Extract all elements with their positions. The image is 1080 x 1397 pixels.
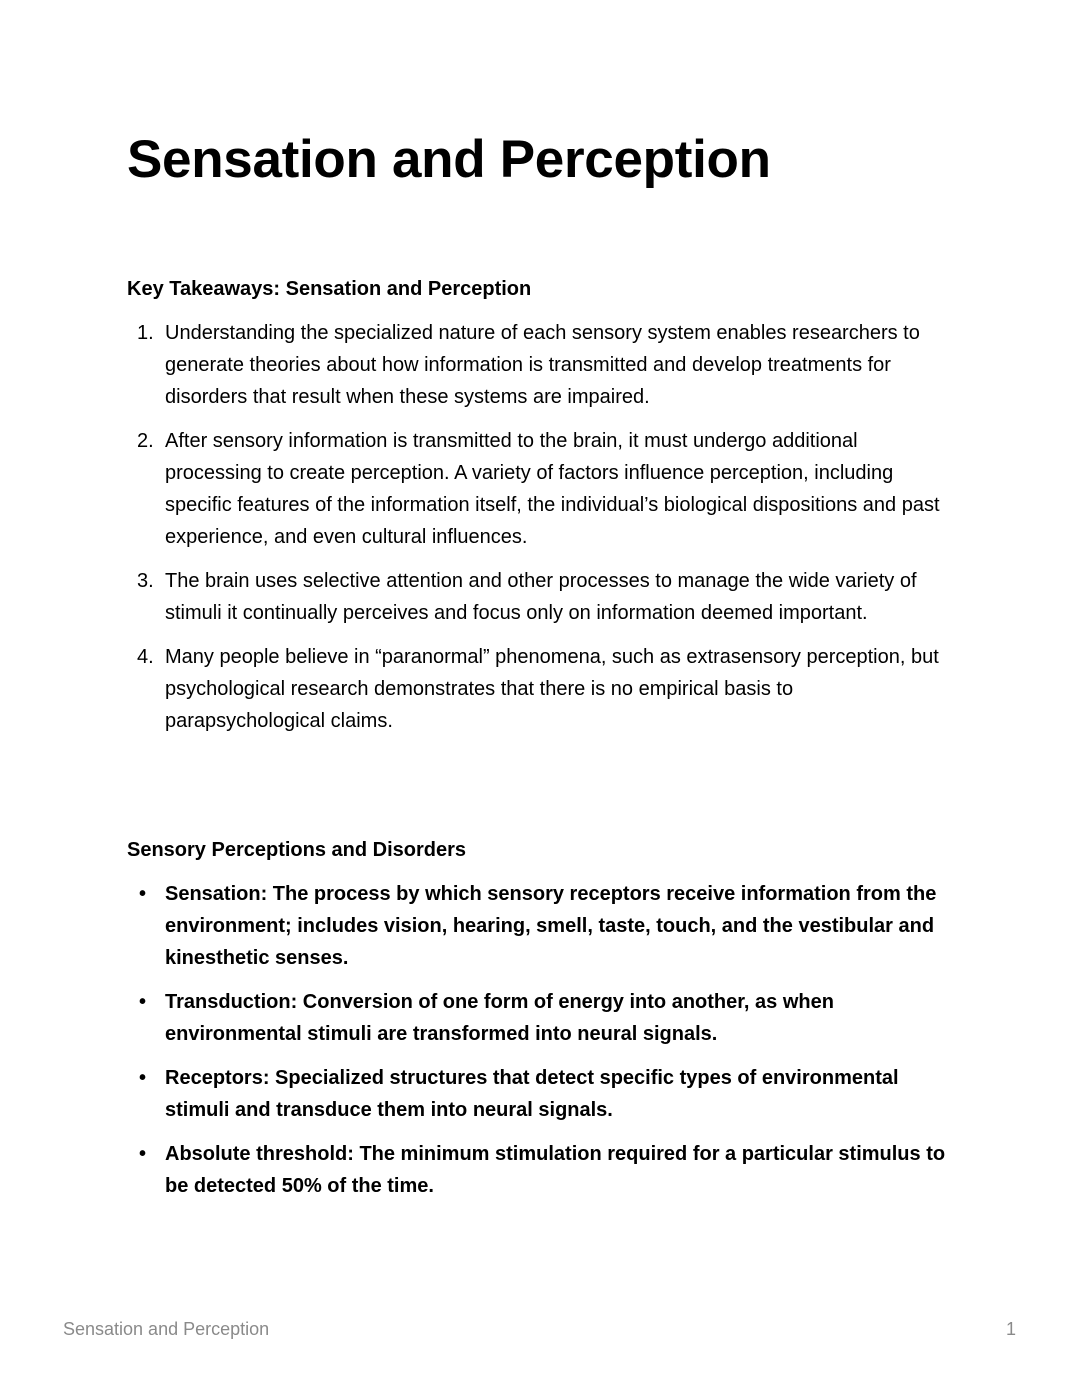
list-number: 3. (137, 570, 154, 592)
list-number: 2. (137, 430, 154, 452)
list-number: 4. (137, 646, 154, 668)
bullet-icon: • (139, 991, 147, 1013)
list-item (127, 1138, 957, 1202)
bullet-icon: • (139, 883, 147, 905)
list-item-text: Transduction: Conversion of one form of energy into another, as when environmental stimuli are transformed into neural signals. (165, 991, 834, 1045)
list-item-text: The brain uses selective attention and other processes to manage the wide variety of stimuli it continually perceives and focus only on information deemed important. (165, 570, 917, 624)
page-title: Sensation and Perception (127, 130, 771, 189)
section-heading-sensory-perceptions: Sensory Perceptions and Disorders (127, 839, 467, 861)
list-item-text: Receptors: Specialized structures that detect specific types of environmental stimuli and transduce them into neural signals. (165, 1067, 899, 1121)
list-item (127, 986, 957, 1050)
footer-title: Sensation and Perception (63, 1319, 270, 1339)
list-item-text: Sensation: The process by which sensory receptors receive information from the environment; includes vision, hearing, smell, taste, touch, and the vestibular and kinesthetic senses. (165, 883, 937, 969)
list-item (127, 565, 957, 629)
footer-page-number: 1 (1005, 1319, 1016, 1339)
sensory-definitions-list (127, 878, 957, 1214)
list-item (127, 641, 957, 737)
bullet-icon: • (139, 1143, 147, 1165)
list-item-text: After sensory information is transmitted to the brain, it must undergo additional processing to create perception. A variety of factors influence perception, including specific features of the information itself, the individual’s biological dispositions and past experience, and even cultural influences. (165, 430, 940, 548)
bullet-icon: • (139, 1067, 147, 1089)
list-item-text: Many people believe in “paranormal” phenomena, such as extrasensory perception, but psychological research demonstrates that there is no empirical basis to parapsychological claims. (165, 646, 939, 732)
list-item (127, 878, 957, 974)
list-item-text: Understanding the specialized nature of each sensory system enables researchers to generate theories about how information is transmitted and develop treatments for disorders that result when these systems are impaired. (165, 322, 920, 408)
section-heading-key-takeaways: Key Takeaways: Sensation and Perception (127, 278, 532, 300)
key-takeaways-list (127, 317, 957, 749)
list-item-text: Absolute threshold: The minimum stimulation required for a particular stimulus to be detected 50% of the time. (165, 1143, 946, 1197)
list-item (127, 1062, 957, 1126)
list-item (127, 317, 957, 413)
list-number: 1. (137, 322, 154, 344)
list-item (127, 425, 957, 553)
